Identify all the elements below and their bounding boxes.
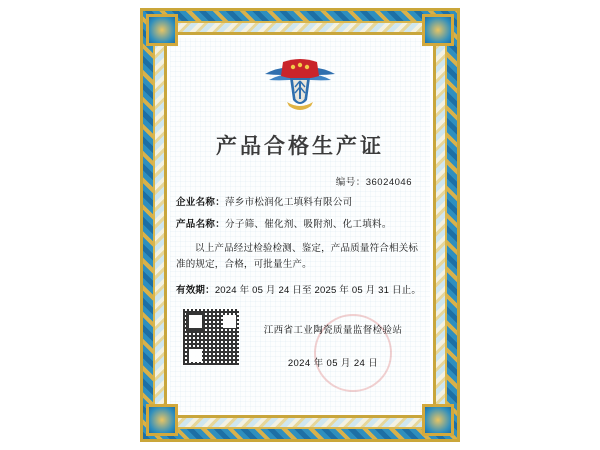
corner-ornament-top-right bbox=[422, 14, 454, 46]
field-company-name-label: 企业名称： bbox=[176, 197, 226, 208]
field-product-name-value: 分子筛、催化剂、吸附剂、化工填料。 bbox=[225, 219, 392, 231]
certificate bbox=[140, 8, 460, 442]
issue-date: 2024 年 05 月 24 日 bbox=[287, 357, 379, 369]
qr-code-icon[interactable] bbox=[182, 308, 240, 366]
validity-value: 2024 年 05 月 24 日至 2025 年 05 月 31 日止。 bbox=[214, 284, 422, 296]
field-company-name bbox=[176, 196, 424, 210]
page-title: 产品合格生产证 bbox=[216, 134, 384, 158]
issuer-block bbox=[244, 322, 422, 369]
national-emblem-icon bbox=[176, 56, 424, 118]
field-product-name-label: 产品名称： bbox=[176, 219, 226, 231]
certificate-footer bbox=[176, 308, 424, 394]
issuer-name: 江西省工业陶瓷质量监督检验站 bbox=[263, 324, 403, 336]
field-product-name bbox=[176, 218, 424, 232]
serial-label: 编号： bbox=[335, 177, 366, 188]
statement-paragraph: 以上产品经过检验检测、鉴定，产品质量符合相关标准的规定，合格，可批量生产。 bbox=[176, 242, 419, 270]
corner-ornament-bottom-right bbox=[422, 404, 454, 436]
validity-label: 有效期： bbox=[176, 284, 215, 296]
corner-ornament-bottom-left bbox=[146, 404, 178, 436]
validity-row bbox=[176, 282, 424, 296]
serial-number bbox=[176, 174, 424, 188]
serial-value: 36024046 bbox=[365, 177, 412, 188]
corner-ornament-top-left bbox=[146, 14, 178, 46]
field-company-name-value: 萍乡市松润化工填料有限公司 bbox=[225, 197, 353, 208]
certificate-content bbox=[176, 42, 424, 408]
